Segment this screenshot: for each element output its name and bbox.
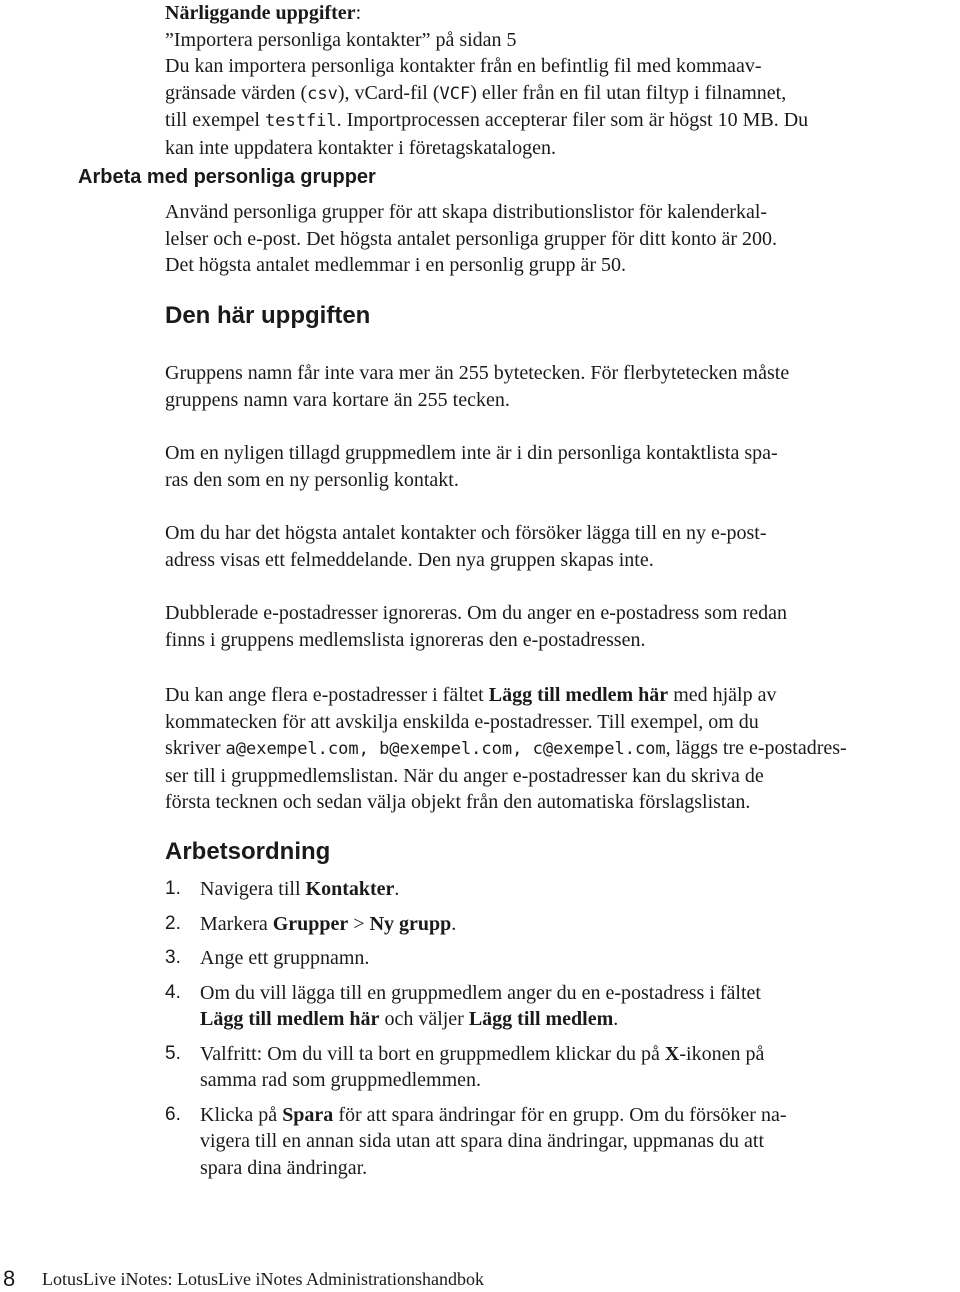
ui-term: X — [664, 1042, 680, 1065]
step-number: 6. — [165, 1103, 181, 1125]
step-number: 2. — [165, 912, 181, 934]
task-para-4: Dubblerade e-postadresser ignoreras. Om du anger en e-postadress som redan finns i gruppens medlemslista ignoreras den e-postadressen. — [165, 602, 788, 651]
book-title: LotusLive iNotes: LotusLive iNotes Administrationshandbok — [42, 1269, 484, 1289]
step-number: 5. — [165, 1042, 181, 1064]
step-number: 1. — [165, 878, 181, 899]
related-tasks-heading: Närliggande uppgifter: — [165, 2, 362, 24]
procedure-heading: Arbetsordning — [165, 838, 331, 865]
ui-term: Lägg till medlem här — [200, 1008, 380, 1030]
step-number: 4. — [165, 981, 181, 1003]
procedure-step: 3. Ange ett gruppnamn. — [165, 945, 935, 972]
procedure-step: 4. Om du vill lägga till en gruppmedlem anger du en e-postadress i fältet Lägg till medlem här och väljer Lägg till medlem. — [165, 981, 761, 1030]
groups-intro: Använd personliga grupper för att skapa distributionslistor för kalenderkal- lelser och e-post. Det högsta antalet personliga grupper för ditt konto är 200. Det högsta antalet medlemmar i en personlig grupp är 50. — [165, 201, 778, 276]
ui-term: Spara — [282, 1103, 334, 1126]
task-para-5: Du kan ange flera e-postadresser i fältet Lägg till medlem här med hjälp av kommatecken för att avskilja enskilda e-postadresser. Till exempel, om du skriver a@exempel.com, b@exempel.com, c@exempel.com, läggs tre e-postadres- ser till i gruppmedlemslistan. När du anger e-postadresser kan du skriva de första tecknen och sedan välja objekt från den automatiska förslagslistan. — [165, 684, 847, 813]
procedure-step: 6. Klicka på Spara för att spara ändringar för en grupp. Om du försöker na- vigera till en annan sida utan att spara dina ändringar, uppmanas du att spara dina ändringar. — [165, 1103, 787, 1179]
related-task-link[interactable]: ”Importera personliga kontakter” på sidan 5 — [165, 28, 517, 51]
procedure-steps — [165, 876, 935, 1189]
procedure-step: 2. Markera Grupper > Ny grupp. — [165, 911, 935, 938]
related-tasks-heading-label: Närliggande uppgifter — [165, 2, 356, 24]
testfil-code: testfil — [264, 111, 337, 131]
task-heading: Den här uppgiften — [165, 302, 371, 329]
ui-term: Ny grupp — [369, 912, 452, 935]
section-heading-groups: Arbeta med personliga grupper — [78, 166, 376, 188]
related-tasks — [165, 0, 955, 161]
page-number: 8 — [3, 1266, 16, 1291]
procedure-step: 1. Navigera till Kontakter. — [165, 876, 935, 903]
ui-term: Lägg till medlem — [468, 1008, 614, 1030]
ui-term: Grupper — [272, 912, 349, 935]
task-para-3: Om du har det högsta antalet kontakter och försöker lägga till en ny e-post- adress visas ett felmeddelande. Den nya gruppen skapas inte. — [165, 522, 767, 571]
ui-term: Kontakter — [305, 878, 395, 900]
task-para-1: Gruppens namn får inte vara mer än 255 bytetecken. För flerbytetecken måste gruppens namn vara kortare än 255 tecken. — [165, 362, 790, 411]
email-example-code: a@exempel.com, b@exempel.com, c@exempel.com — [225, 739, 666, 759]
csv-code: csv — [307, 83, 338, 104]
related-task-description: Du kan importera personliga kontakter från en befintlig fil med kommaav- gränsade värden (csv), vCard-fil (VCF) eller från en fil utan filtyp i filnamnet, till exempel testfil. Importprocessen accepterar filer som är högst 10 MB. Du kan inte uppdatera kontakter i företagskatalogen. — [165, 55, 809, 159]
procedure-step: 5. Valfritt: Om du vill ta bort en gruppmedlem klickar du på X-ikonen på samma rad som gruppmedlemmen. — [165, 1042, 765, 1091]
step-number: 3. — [165, 947, 181, 968]
field-name-add-member: Lägg till medlem här — [488, 684, 669, 706]
task-para-2: Om en nyligen tillagd gruppmedlem inte är i din personliga kontaktlista spa- ras den som en ny personlig kontakt. — [165, 442, 778, 491]
vcf-code: VCF — [439, 83, 471, 104]
